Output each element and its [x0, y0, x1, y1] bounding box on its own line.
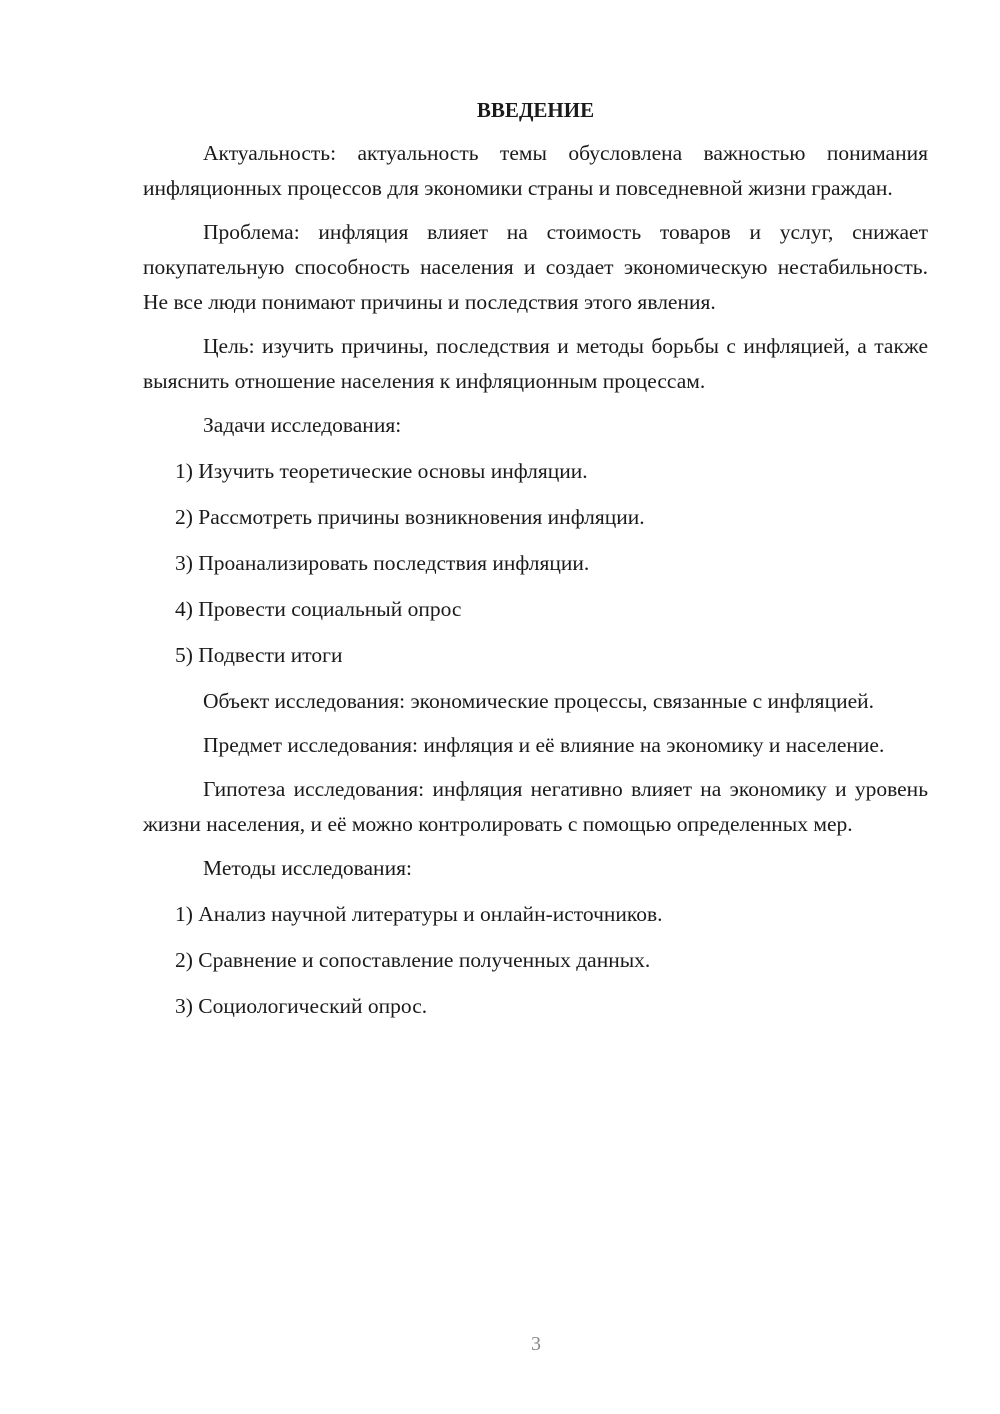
problem-paragraph: Проблема: инфляция влияет на стоимость товаров и услуг, снижает покупательную способность населения и создает экономическую нестабильность. Не все люди понимают причины и последствия этого явления.	[143, 220, 928, 314]
tasks-list	[143, 454, 928, 673]
list-item: 3) Проанализировать последствия инфляции.	[175, 551, 590, 575]
object-paragraph: Объект исследования: экономические процессы, связанные с инфляцией.	[203, 689, 875, 713]
list-item: 4) Провести социальный опрос	[175, 597, 462, 621]
page-title: ВВЕДЕНИЕ	[476, 98, 595, 122]
methods-list	[143, 897, 928, 1024]
methods-label: Методы исследования:	[203, 856, 412, 880]
page-number: 3	[531, 1333, 541, 1355]
tasks-label: Задачи исследования:	[203, 413, 402, 437]
hypothesis-paragraph: Гипотеза исследования: инфляция негативно влияет на экономику и уровень жизни населения, и её можно контролировать с помощью определенных мер.	[143, 777, 928, 836]
list-item: 5) Подвести итоги	[175, 643, 343, 667]
subject-paragraph: Предмет исследования: инфляция и её влияние на экономику и население.	[203, 733, 885, 757]
list-item: 3) Социологический опрос.	[175, 994, 428, 1018]
document-page	[143, 92, 928, 1035]
relevance-paragraph: Актуальность: актуальность темы обусловлена важностью понимания инфляционных процессов для экономики страны и повседневной жизни граждан.	[143, 141, 928, 200]
list-item: 1) Анализ научной литературы и онлайн-источников.	[175, 902, 663, 926]
list-item: 2) Рассмотреть причины возникновения инфляции.	[175, 505, 645, 529]
goal-paragraph: Цель: изучить причины, последствия и методы борьбы с инфляцией, а также выяснить отношение населения к инфляционным процессам.	[143, 334, 928, 393]
list-item: 2) Сравнение и сопоставление полученных данных.	[175, 948, 651, 972]
list-item: 1) Изучить теоретические основы инфляции.	[175, 459, 588, 483]
